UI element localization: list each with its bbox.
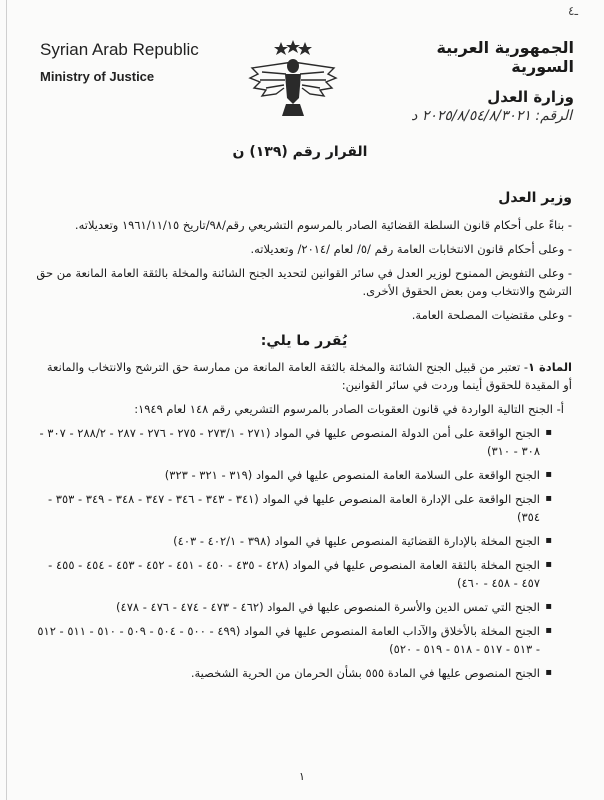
list-item: ▪ الجنح الواقعة على السلامة العامة المنصوص عليها في المواد (٣١٩ - ٣٢١ - ٣٢٣) xyxy=(36,466,552,484)
english-letterhead xyxy=(40,40,240,84)
article-1-text: - تعتبر من قبيل الجنح الشائنة والمخلة بالثقة العامة المانعة من ممارسة حق الترشح والانتخاب والمانعة أو المقيدة للحقوق أينما وردت في سائر القوانين: xyxy=(46,360,572,392)
article-1-label: المادة ١ xyxy=(527,360,572,374)
page-number: ١ xyxy=(299,770,305,783)
minister-heading: وزير العدل xyxy=(498,190,572,206)
corner-mark: ـ٤ xyxy=(568,4,578,18)
arabic-letterhead xyxy=(374,38,574,106)
preamble-item: - وعلى مقتضيات المصلحة العامة. xyxy=(411,308,572,322)
subsection-a: أ- الجنح التالية الواردة في قانون العقوبات الصادر بالمرسوم التشريعي رقم ١٤٨ لعام ١٩٤٩: xyxy=(134,402,564,416)
preamble-item: - بناءً على أحكام قانون السلطة القضائية الصادر بالمرسوم التشريعي رقم/٩٨/تاريخ ١٩٦١/١١/١٥ وتعديلاته. xyxy=(74,218,572,232)
list-item: ▪ الجنح المخلة بالأخلاق والآداب العامة المنصوص عليها في المواد (٤٩٩ - ٥٠٠ - ٥٠٤ - ٥٠٩ - ٥١٠ - ٥١١ - ٥١٢ - ٥١٣ - ٥١٧ - ٥١٨ - ٥١٩ - ٥٢٠) xyxy=(36,622,552,658)
document-body xyxy=(36,216,572,688)
scan-edge-line xyxy=(6,0,7,800)
preamble-item: - وعلى أحكام قانون الانتخابات العامة رقم /٥/ لعام /٢٠١٤/ وتعديلاته. xyxy=(250,242,572,256)
country-name-en: Syrian Arab Republic xyxy=(40,40,199,59)
list-item: ▪ الجنح المنصوص عليها في المادة ٥٥٥ بشأن الحرمان من الحرية الشخصية. xyxy=(36,664,552,682)
country-name-ar: الجمهورية العربية السورية xyxy=(436,38,574,76)
offense-list xyxy=(36,424,572,682)
list-item: ▪ الجنح التي تمس الدين والأسرة المنصوص عليها في المواد (٤٦٢ - ٤٧٣ - ٤٧٤ - ٤٧٦ - ٤٧٨) xyxy=(36,598,552,616)
list-item: ▪ الجنح المخلة بالثقة العامة المنصوص عليها في المواد (٤٢٨ - ٤٣٥ - ٤٥٠ - ٤٥١ - ٤٥٢ - ٤٥٣ - ٤٥٤ - ٤٥٥ - ٤٥٧ - ٤٥٨ - ٤٦٠) xyxy=(36,556,552,592)
decides-heading: يُقرر ما يلي: xyxy=(260,333,348,349)
list-item: ▪ الجنح الواقعة على الإدارة العامة المنصوص عليها في المواد (٣٤١ - ٣٤٣ - ٣٤٦ - ٣٤٧ - ٣٤٨ - ٣٤٩ - ٣٥٣ - ٣٥٤) xyxy=(36,490,552,526)
list-item: ▪ الجنح المخلة بالإدارة القضائية المنصوص عليها في المواد (٣٩٨ - ٤٠٢/١ - ٤٠٣) xyxy=(36,532,552,550)
ministry-name-ar: وزارة العدل xyxy=(487,88,574,106)
ministry-name-en: Ministry of Justice xyxy=(40,69,155,84)
list-item: ▪ الجنح الواقعة على أمن الدولة المنصوص عليها في المواد (٢٧١ - ٢٧٣/١ - ٢٧٥ - ٢٧٦ - ٢٨٧ - ٢٨٨/٢ - ٣٠٧ - ٣٠٨ - ٣١٠) xyxy=(36,424,552,460)
decision-title: القرار رقم (١٣٩) ن xyxy=(232,144,368,160)
preamble-item: - وعلى التفويض الممنوح لوزير العدل في سائر القوانين لتحديد الجنح الشائنة والمخلة بالثقة العامة المانعة من حق الترشح والانتخاب ومن بعض الحقوق الأخرى. xyxy=(36,266,572,298)
article-1 xyxy=(36,358,572,394)
reference-number: الرقم: ٢٠٢٥/٨/٥٤/٨/٣٠٢١ د xyxy=(411,108,572,124)
